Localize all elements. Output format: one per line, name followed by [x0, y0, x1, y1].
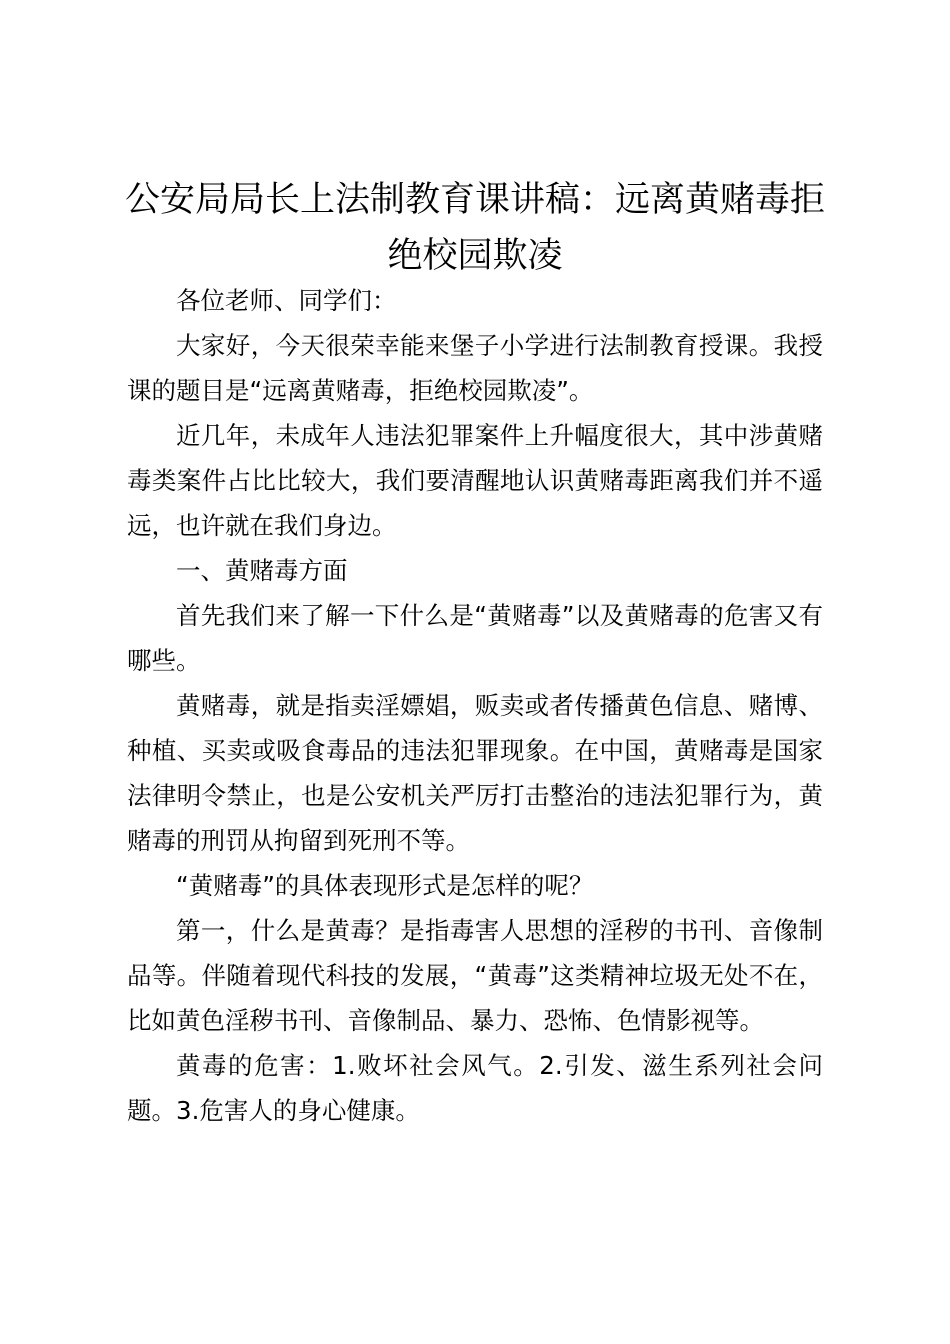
definition-paragraph: 黄赌毒，就是指卖淫嫖娼，贩卖或者传播黄色信息、赌博、种植、买卖或吸食毒品的违法犯罪现象。在中国，黄赌毒是国家法律明令禁止，也是公安机关严厉打击整治的违法犯罪行为，黄赌毒的刑罚从拘留到死刑不等。	[127, 691, 823, 855]
greeting-paragraph: 各位老师、同学们：	[176, 286, 397, 315]
intro-paragraph: 大家好，今天很荣幸能来堡子小学进行法制教育授课。我授课的题目是“远离黄赌毒，拒绝校园欺凌”。	[127, 331, 823, 405]
harm-paragraph: 黄毒的危害：1.败坏社会风气。2.引发、滋生系列社会问题。3.危害人的身心健康。	[127, 1051, 823, 1125]
question-paragraph: 首先我们来了解一下什么是“黄赌毒”以及黄赌毒的危害又有哪些。	[127, 601, 823, 675]
document-title: 公安局局长上法制教育课讲稿：远离黄赌毒拒绝校园欺凌	[124, 180, 825, 276]
forms-question-paragraph: “黄赌毒”的具体表现形式是怎样的呢？	[176, 871, 594, 900]
background-paragraph: 近几年，未成年人违法犯罪案件上升幅度很大，其中涉黄赌毒类案件占比比较大，我们要清醒地认识黄赌毒距离我们并不遥远，也许就在我们身边。	[127, 421, 823, 540]
section-heading: 一、黄赌毒方面	[176, 556, 348, 585]
pornography-paragraph: 第一，什么是黄毒？是指毒害人思想的淫秽的书刊、音像制品等。伴随着现代科技的发展，“黄毒”这类精神垃圾无处不在，比如黄色淫秽书刊、音像制品、暴力、恐怖、色情影视等。	[127, 916, 823, 1035]
document-body	[127, 278, 823, 1133]
